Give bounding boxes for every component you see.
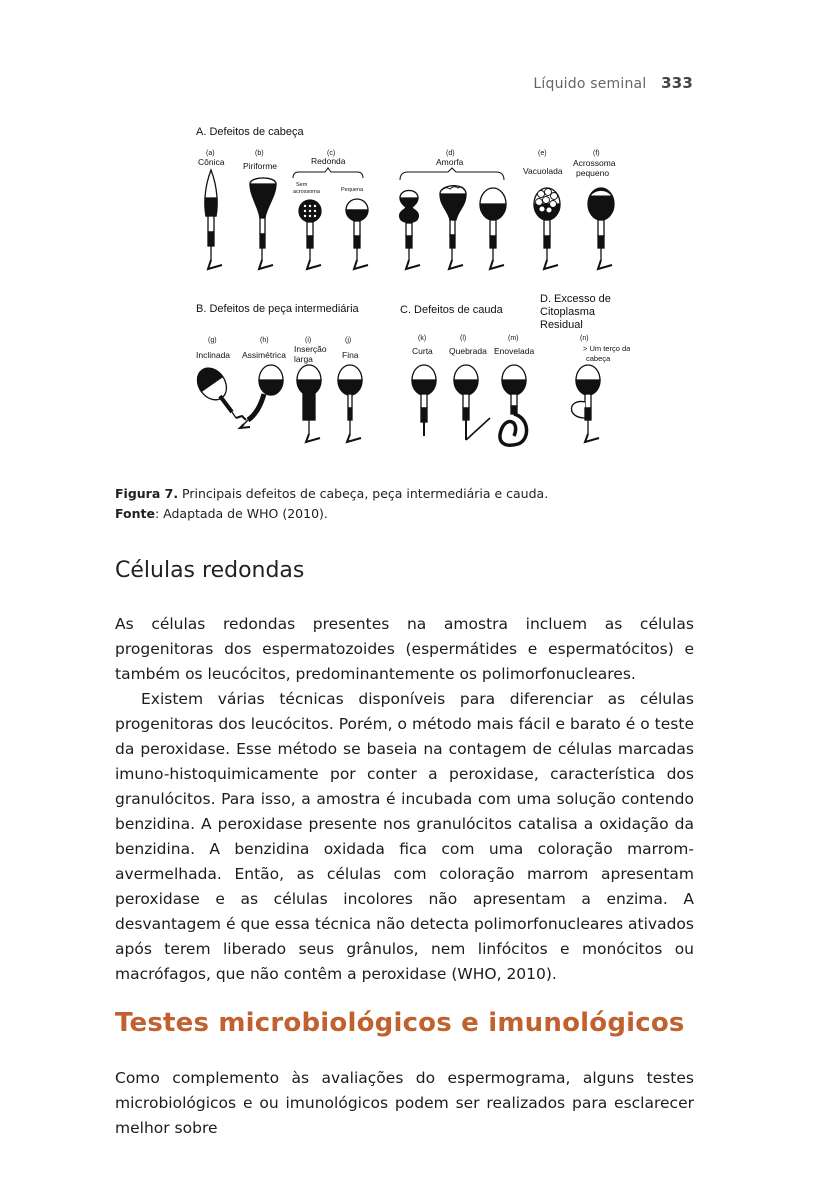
sperm-excesso-citoplasma [571, 365, 600, 442]
sperm-cauda-enovelada [500, 365, 527, 445]
group-d-title-3: Residual [540, 319, 583, 331]
sperm-redonda-pequena [346, 199, 368, 269]
label-insercao: Inserção [294, 344, 327, 354]
caption-source-text: : Adaptada de WHO (2010). [154, 506, 328, 521]
sperm-insercao-larga [297, 365, 321, 442]
paragraph-2: Existem várias técnicas disponíveis para diferenciar as células progenitoras dos leucócitos. Porém, o método mais fácil e barato é o teste da peroxidase. Esse método se baseia na contagem de células marcadas imuno-histoquimicamente por conter a peroxidase, característica dos granulócitos. Para isso, a amostra é incubada com uma solução contendo benzidina. A peroxidase presente nos granulócitos catalisa a oxidação da benzidina. A benzidina oxidada fica com uma coloração marrom-avermelhada. Então, as células com coloração marrom apresentam peroxidase e as células incolores não apresentam a enzima. A desvantagem é que essa técnica não detecta polimorfonucleares ativados após terem liberado seus grânulos, nem linfócitos e monócitos ou macrófagos, que não contêm a peroxidase (WHO, 2010). [115, 690, 694, 983]
page-number: 333 [661, 74, 693, 92]
letter-k: (k) [418, 335, 427, 342]
figure-caption [115, 484, 715, 524]
label-pequeno: pequeno [576, 168, 610, 178]
group-b-title: B. Defeitos de peça intermediária [196, 303, 359, 315]
letter-h: (h) [260, 337, 269, 344]
label-inclinada: Inclinada [196, 350, 231, 360]
caption-line-figure [115, 484, 715, 504]
sperm-defects-figure [190, 118, 630, 458]
label-amorfa: Amorfa [436, 157, 464, 167]
caption-figure-text: Principais defeitos de cabeça, peça intermediária e cauda. [178, 486, 549, 501]
letter-b: (b) [255, 150, 264, 157]
letter-l: (l) [460, 335, 467, 342]
group-a-title: A. Defeitos de cabeça [196, 126, 304, 138]
letter-m: (m) [508, 335, 519, 342]
sperm-cauda-curta [412, 365, 436, 436]
letter-e: (e) [538, 150, 547, 157]
sperm-inclinada [192, 363, 246, 420]
label-enovelada: Enovelada [494, 346, 535, 356]
section-heading-celulas-redondas: Células redondas [115, 558, 305, 583]
figure-illustration [190, 118, 630, 458]
brace-amorfa [400, 168, 504, 180]
label-assimetrica: Assimétrica [242, 350, 286, 360]
label-acrossoma: Acrossoma [573, 158, 616, 168]
group-d-title-1: D. Excesso de [540, 293, 611, 305]
label-quebrada: Quebrada [449, 346, 487, 356]
section-testes-body [115, 1066, 694, 1141]
sperm-piriforme [250, 178, 276, 269]
letter-i: (i) [305, 337, 312, 344]
label-larga: larga [294, 354, 313, 364]
caption-figure-label: Figura 7. [115, 486, 179, 501]
letter-a: (a) [206, 150, 215, 157]
group-d-title-2: Citoplasma [540, 306, 596, 318]
label-sem: Sem [296, 182, 308, 188]
group-c-title: C. Defeitos de cauda [400, 304, 503, 316]
sperm-amorfa-1 [400, 191, 420, 270]
caption-source-label: Fonte [115, 506, 155, 521]
sperm-cauda-quebrada [454, 365, 490, 440]
sperm-conica [205, 170, 222, 269]
label-sem-acrossoma: acrossoma [293, 189, 320, 195]
sperm-vacuolada [534, 188, 560, 269]
sperm-acrossoma-pequeno [588, 188, 614, 269]
running-head-section: Líquido seminal [533, 76, 647, 92]
paragraph-3: Como complemento às avaliações do espermograma, alguns testes microbiológicos e ou imunológicos podem ser realizados para esclarecer melhor sobre [115, 1069, 694, 1137]
sperm-fina [338, 365, 362, 442]
letter-j: (j) [345, 337, 352, 344]
label-um-terco: > Um terço da [583, 344, 630, 353]
letter-g: (g) [208, 337, 217, 344]
label-pequena: Pequena [341, 187, 364, 193]
running-head [533, 74, 693, 92]
section-celulas-redondas-body [115, 612, 694, 987]
paragraph-1: As células redondas presentes na amostra incluem as células progenitoras dos espermatozoides (espermátides e espermatócitos) e também os leucócitos, predominantemente os polimorfonucleares. [115, 615, 694, 683]
label-vacuolada: Vacuolada [523, 166, 563, 176]
letter-d: (d) [446, 150, 455, 157]
brace-redonda [293, 168, 363, 178]
label-fina: Fina [342, 350, 359, 360]
label-curta: Curta [412, 346, 433, 356]
letter-f: (f) [593, 150, 600, 157]
label-conica: Cônica [198, 157, 225, 167]
label-piriforme: Piriforme [243, 161, 278, 171]
section-heading-testes: Testes microbiológicos e imunológicos [115, 1008, 685, 1038]
letter-n: (n) [580, 335, 589, 342]
letter-c: (c) [327, 150, 336, 157]
sperm-assimetrica [240, 365, 283, 428]
label-redonda: Redonda [311, 156, 346, 166]
label-cabeca: cabeça [586, 354, 611, 363]
sperm-amorfa-2 [440, 186, 466, 269]
sperm-amorfa-3 [480, 188, 506, 269]
caption-line-source [115, 504, 715, 524]
sperm-redonda-sem-acrossoma [299, 200, 321, 269]
